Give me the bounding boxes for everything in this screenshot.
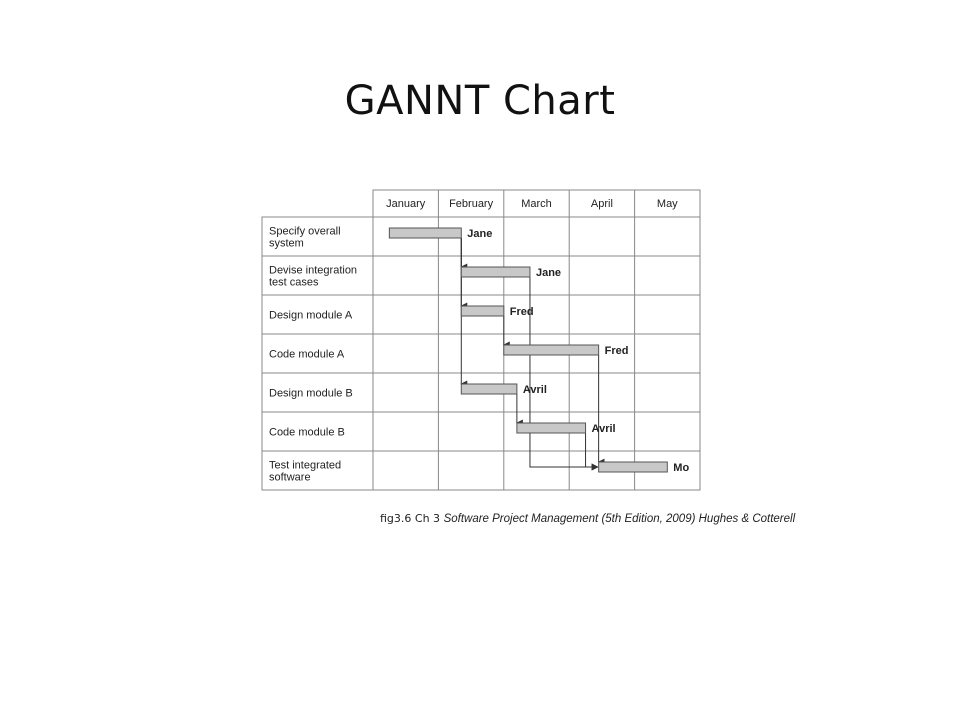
assignee-label: Avril (522, 384, 547, 396)
task-label: Specify overall system (269, 225, 341, 250)
task-label: Code module A (269, 348, 345, 361)
slide-title: GANNT Chart (344, 78, 616, 124)
task-label: Code module B (269, 426, 345, 439)
task-bar (461, 384, 517, 394)
task-bar (461, 267, 530, 277)
month-label: March (521, 198, 552, 210)
assignee-label: Fred (509, 306, 534, 318)
task-label: Test integrated software (269, 459, 342, 484)
task-bar (504, 345, 599, 355)
task-bar (517, 423, 586, 433)
figure-caption (380, 512, 795, 525)
dependency-arrow (586, 433, 598, 467)
task-bar (599, 462, 668, 472)
dependency-arrow (530, 277, 598, 467)
month-label: May (656, 198, 678, 210)
assignee-label: Avril (591, 423, 616, 435)
month-label: January (386, 198, 426, 210)
assignee-label: Fred (604, 345, 629, 357)
month-label: February (449, 198, 494, 210)
task-label: Design module B (269, 387, 353, 400)
caption-prefix: fig3.6 Ch 3 (380, 512, 441, 525)
caption-reference: Software Project Management (5th Edition, 2009) Hughes & Cotterell (443, 513, 796, 525)
month-label: April (590, 198, 613, 210)
task-label: Devise integration test cases (269, 264, 358, 289)
task-bar (389, 228, 461, 238)
assignee-label: Jane (535, 267, 562, 279)
assignee-label: Jane (467, 228, 493, 240)
assignee-label: Mo (673, 462, 690, 474)
task-label: Design module A (269, 309, 353, 322)
dependency-arrowhead (592, 464, 599, 471)
task-bar (461, 306, 504, 316)
